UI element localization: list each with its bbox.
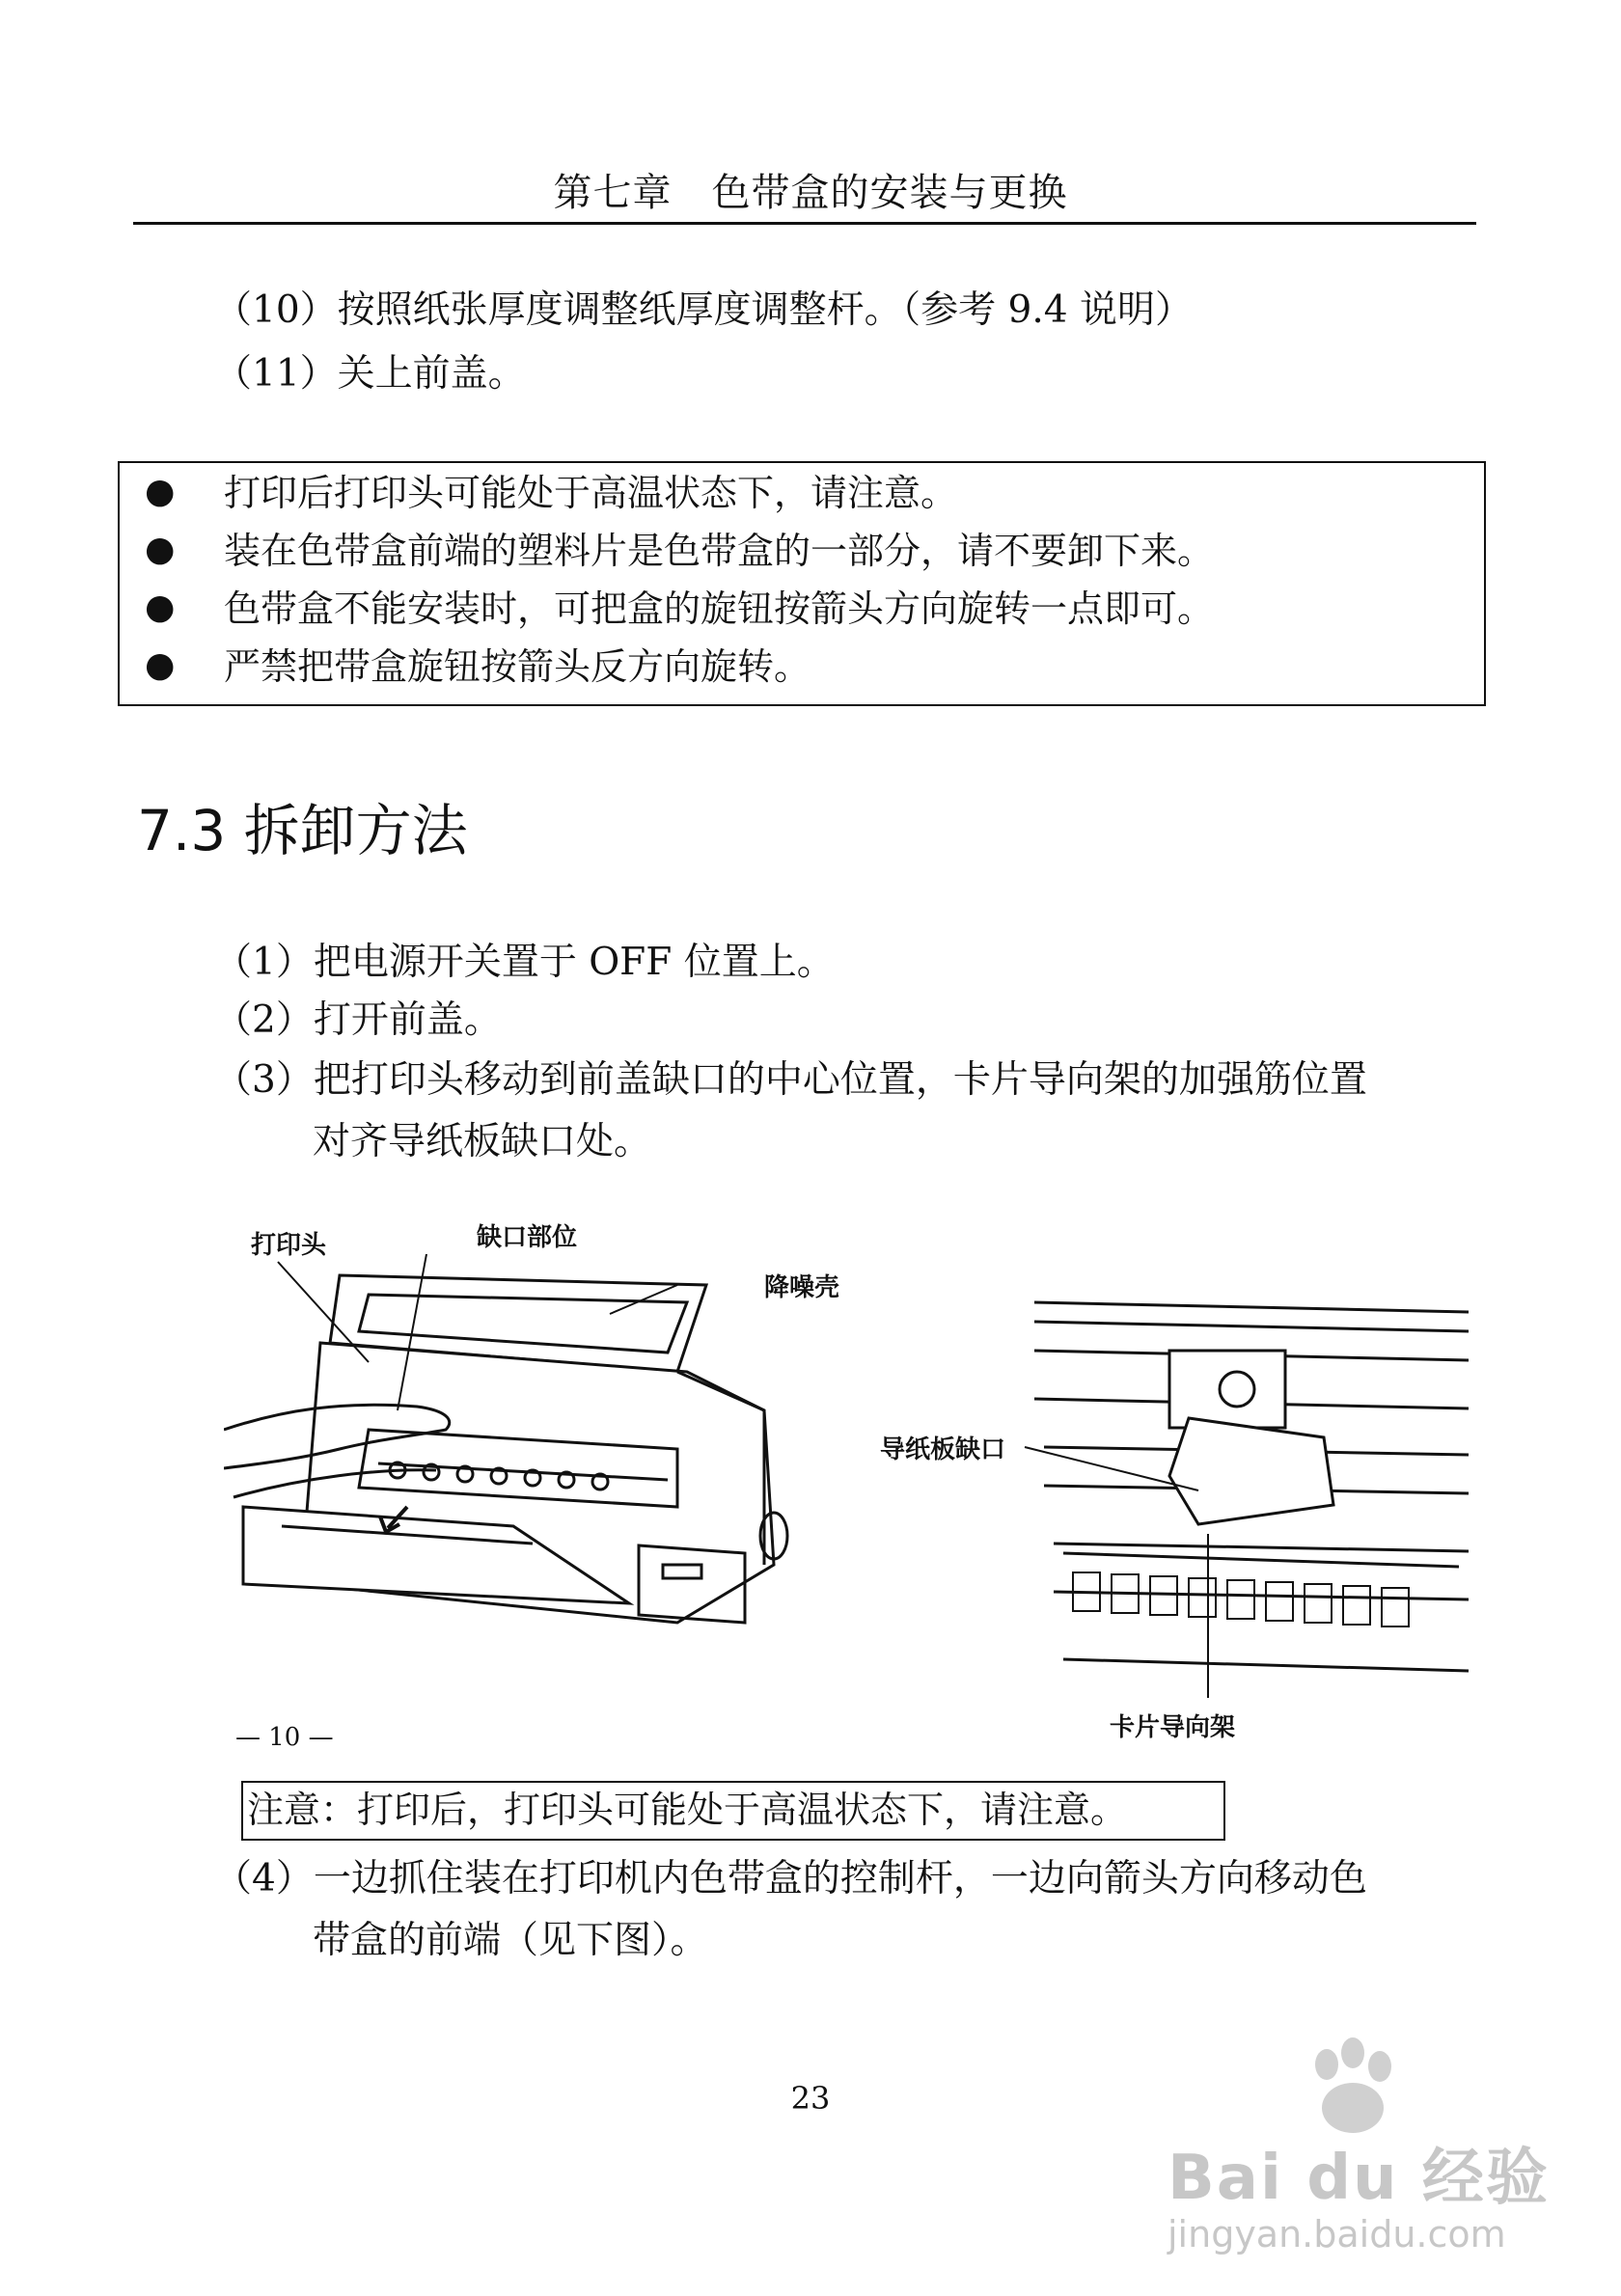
note-item: 装在色带盒前端的塑料片是色带盒的一部分，请不要卸下来。 bbox=[224, 530, 1215, 572]
step-11: （11）关上前盖。 bbox=[214, 352, 526, 396]
watermark-brand: Bai du 经验 bbox=[1168, 2143, 1550, 2214]
watermark-url: jingyan.baidu.com bbox=[1168, 2213, 1506, 2255]
printhead-closeup-figure bbox=[880, 1293, 1478, 1746]
bullet-icon: ● bbox=[145, 645, 176, 685]
notes-box bbox=[118, 461, 1486, 706]
step-4: （4）一边抓住装在打印机内色带盒的控制杆，一边向箭头方向移动色 bbox=[214, 1857, 1367, 1900]
printhead-closeup-illustration bbox=[880, 1293, 1478, 1746]
label-print-head: 打印头 bbox=[251, 1225, 326, 1261]
label-notch-area: 缺口部位 bbox=[477, 1217, 577, 1253]
step-2: （2）打开前盖。 bbox=[214, 998, 502, 1042]
section-title: 7.3 拆卸方法 bbox=[137, 798, 468, 863]
printer-illustration bbox=[224, 1217, 841, 1758]
label-noise-cover: 降噪壳 bbox=[764, 1268, 839, 1303]
note-item: 打印后打印头可能处于高温状态下，请注意。 bbox=[224, 472, 958, 514]
label-paper-guide-notch: 导纸板缺口 bbox=[880, 1430, 1005, 1465]
header-rule bbox=[133, 222, 1476, 225]
step-1: （1）把电源开关置于 OFF 位置上。 bbox=[214, 941, 835, 984]
paw-logo-icon bbox=[1293, 2036, 1409, 2142]
step-4-continued: 带盒的前端（见下图）。 bbox=[313, 1919, 708, 1962]
step-3: （3）把打印头移动到前盖缺口的中心位置，卡片导向架的加强筋位置 bbox=[214, 1058, 1367, 1102]
step-10: （10）按照纸张厚度调整纸厚度调整杆。（参考 9.4 说明） bbox=[214, 288, 1193, 332]
note-item: 色带盒不能安装时，可把盒的旋钮按箭头方向旋转一点即可。 bbox=[224, 588, 1215, 630]
note-item: 严禁把带盒旋钮按箭头反方向旋转。 bbox=[224, 645, 811, 688]
caution-box: 注意：打印后，打印头可能处于高温状态下，请注意。 bbox=[241, 1781, 1225, 1841]
page-number: 23 bbox=[790, 2080, 831, 2117]
bullet-icon: ● bbox=[145, 472, 176, 511]
chapter-title: 第七章 色带盒的安装与更换 bbox=[553, 171, 1068, 215]
label-card-guide: 卡片导向架 bbox=[1110, 1708, 1235, 1743]
baidu-watermark bbox=[1042, 2036, 1550, 2267]
printer-figure bbox=[224, 1217, 841, 1758]
step-3-continued: 对齐导纸板缺口处。 bbox=[313, 1120, 652, 1163]
figure-page-fragment: — 10 — bbox=[235, 1723, 334, 1752]
bullet-icon: ● bbox=[145, 588, 176, 627]
bullet-icon: ● bbox=[145, 530, 176, 569]
